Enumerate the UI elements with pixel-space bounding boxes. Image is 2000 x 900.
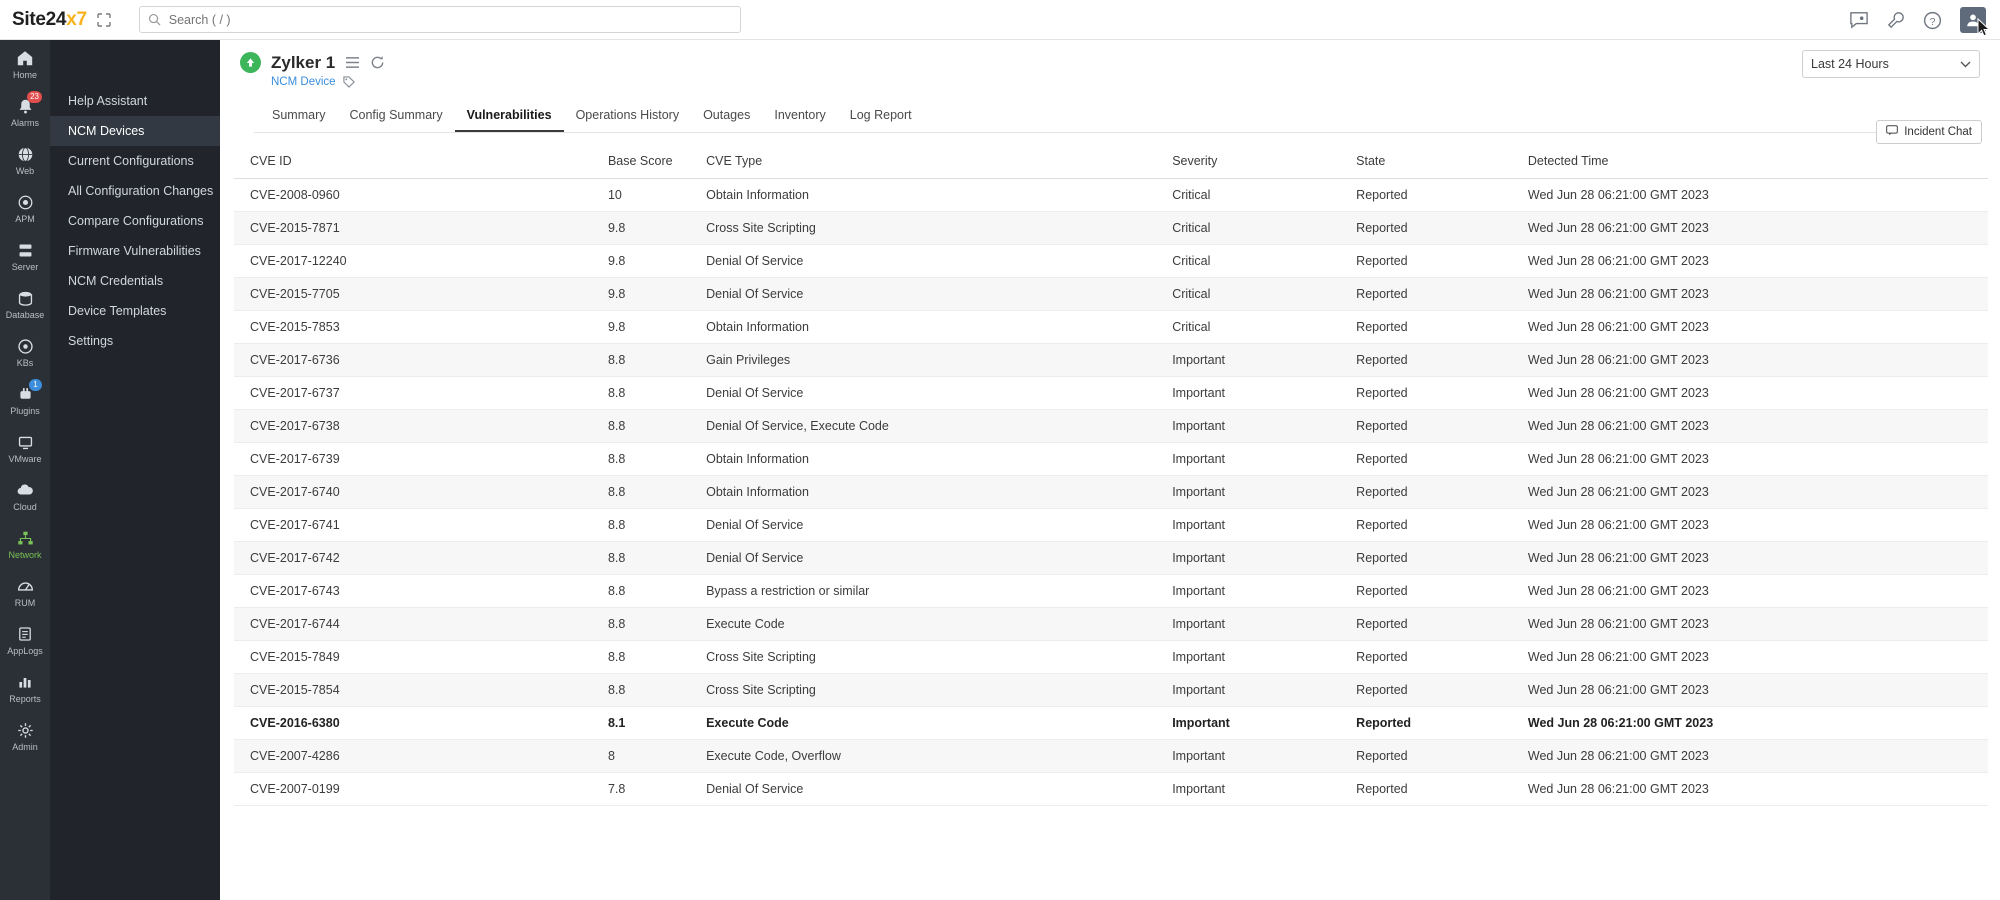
subtitle-row (271, 76, 1980, 88)
cell-cve-type: Execute Code (700, 608, 1166, 641)
sidebar-item-vmware[interactable] (0, 424, 50, 472)
vulnerabilities-table (234, 145, 1988, 806)
sidebar-label: Database (5, 310, 45, 320)
subnav-label: Current Configurations (68, 154, 194, 168)
cell-state: Reported (1350, 311, 1522, 344)
table-header-row (234, 145, 1988, 179)
cell-base-score: 9.8 (602, 245, 700, 278)
sidebar-label: KBs (16, 358, 34, 368)
table-row[interactable] (234, 377, 1988, 410)
subnav-item-ncm-credentials[interactable] (50, 266, 220, 296)
subnav-item-all-configuration-changes[interactable] (50, 176, 220, 206)
search-input[interactable] (169, 13, 732, 27)
cell-cve-id: CVE-2017-6736 (234, 344, 602, 377)
tab-label: Inventory (774, 108, 826, 122)
table-row[interactable] (234, 740, 1988, 773)
cell-cve-id: CVE-2015-7853 (234, 311, 602, 344)
time-period-select[interactable] (1802, 50, 1980, 78)
column-header-cve-id[interactable]: CVE ID (234, 145, 602, 179)
cell-state: Reported (1350, 410, 1522, 443)
subnav-label: Firmware Vulnerabilities (68, 244, 201, 258)
cell-cve-id: CVE-2015-7871 (234, 212, 602, 245)
cell-base-score: 8.8 (602, 575, 700, 608)
cell-base-score: 8.1 (602, 707, 700, 740)
sidebar-label: Admin (12, 742, 38, 752)
cell-severity: Important (1166, 443, 1350, 476)
column-header-cve-type[interactable]: CVE Type (700, 145, 1166, 179)
subnav-label: NCM Credentials (68, 274, 164, 288)
cell-severity: Important (1166, 707, 1350, 740)
table-row[interactable] (234, 476, 1988, 509)
cell-state: Reported (1350, 740, 1522, 773)
cell-cve-type: Obtain Information (700, 179, 1166, 212)
tag-icon[interactable] (343, 76, 355, 88)
column-header-detected-time[interactable]: Detected Time (1522, 145, 1988, 179)
cell-detected-time: Wed Jun 28 06:21:00 GMT 2023 (1522, 542, 1988, 575)
cell-cve-id: CVE-2017-6737 (234, 377, 602, 410)
sidebar-item-rum[interactable] (0, 568, 50, 616)
chat-icon (1886, 125, 1898, 139)
cell-cve-id: CVE-2017-6739 (234, 443, 602, 476)
subnav-item-settings[interactable] (50, 326, 220, 356)
sidebar-item-home[interactable] (0, 40, 50, 88)
top-bar (0, 0, 2000, 40)
gear-icon (17, 720, 34, 740)
cell-cve-type: Denial Of Service, Execute Code (700, 410, 1166, 443)
cell-base-score: 8.8 (602, 344, 700, 377)
tab-label: Config Summary (349, 108, 443, 122)
cell-base-score: 8.8 (602, 641, 700, 674)
cell-state: Reported (1350, 179, 1522, 212)
feedback-icon[interactable] (1849, 11, 1869, 29)
kbs-icon (17, 336, 34, 356)
cell-base-score: 8 (602, 740, 700, 773)
cell-severity: Critical (1166, 212, 1350, 245)
database-icon (17, 288, 34, 308)
title-row (240, 52, 1980, 73)
sidebar-label: Alarms (10, 118, 39, 128)
sidebar-label: APM (15, 214, 35, 224)
cell-cve-type: Denial Of Service (700, 245, 1166, 278)
cell-cve-id: CVE-2008-0960 (234, 179, 602, 212)
subnav-item-help-assistant[interactable] (50, 86, 220, 116)
cell-cve-type: Cross Site Scripting (700, 674, 1166, 707)
table-row[interactable] (234, 674, 1988, 707)
cell-base-score: 8.8 (602, 377, 700, 410)
cell-cve-id: CVE-2015-7849 (234, 641, 602, 674)
cell-cve-type: Obtain Information (700, 311, 1166, 344)
cell-severity: Critical (1166, 179, 1350, 212)
tab-inventory[interactable] (762, 102, 837, 132)
svg-text:?: ? (1929, 16, 1936, 28)
cell-cve-type: Obtain Information (700, 443, 1166, 476)
cell-state: Reported (1350, 245, 1522, 278)
tab-label: Log Report (849, 108, 912, 122)
table-row[interactable] (234, 344, 1988, 377)
cell-cve-type: Cross Site Scripting (700, 641, 1166, 674)
mouse-cursor (1977, 18, 1993, 43)
cell-state: Reported (1350, 278, 1522, 311)
refresh-icon[interactable] (370, 55, 385, 70)
tab-label: Vulnerabilities (466, 108, 552, 122)
sidebar-label: Web (15, 166, 35, 176)
cell-severity: Critical (1166, 311, 1350, 344)
cell-detected-time: Wed Jun 28 06:21:00 GMT 2023 (1522, 509, 1988, 542)
apm-icon (17, 192, 34, 212)
cell-base-score: 10 (602, 179, 700, 212)
subnav-item-compare-configurations[interactable] (50, 206, 220, 236)
sidebar-item-reports[interactable] (0, 664, 50, 712)
cell-base-score: 8.8 (602, 476, 700, 509)
cell-state: Reported (1350, 542, 1522, 575)
primary-nav-rail (0, 40, 50, 900)
subnav-item-device-templates[interactable] (50, 296, 220, 326)
table-row[interactable] (234, 245, 1988, 278)
sidebar-item-alarms[interactable] (0, 88, 50, 136)
cell-cve-id: CVE-2017-6740 (234, 476, 602, 509)
page-title: Zylker 1 (271, 52, 336, 72)
cell-detected-time: Wed Jun 28 06:21:00 GMT 2023 (1522, 707, 1988, 740)
cell-state: Reported (1350, 443, 1522, 476)
sidebar-item-admin[interactable] (0, 712, 50, 760)
cell-base-score: 8.8 (602, 608, 700, 641)
sidebar-item-network[interactable] (0, 520, 50, 568)
tab-config-summary[interactable] (337, 102, 454, 132)
cell-detected-time: Wed Jun 28 06:21:00 GMT 2023 (1522, 608, 1988, 641)
home-icon (16, 48, 34, 68)
cell-detected-time: Wed Jun 28 06:21:00 GMT 2023 (1522, 575, 1988, 608)
tab-outages[interactable] (691, 102, 762, 132)
alarms-badge: 23 (27, 91, 42, 103)
wrench-icon[interactable] (1887, 11, 1905, 29)
cell-cve-id: CVE-2016-6380 (234, 707, 602, 740)
subnav-label: Settings (68, 334, 114, 348)
applogs-icon (17, 624, 33, 644)
sidebar-item-database[interactable] (0, 280, 50, 328)
cell-detected-time: Wed Jun 28 06:21:00 GMT 2023 (1522, 674, 1988, 707)
table-header (234, 145, 1988, 179)
time-period-value: Last 24 Hours (1811, 57, 1889, 71)
tab-label: Operations History (575, 108, 680, 122)
search-icon (148, 13, 161, 26)
table-row[interactable] (234, 311, 1988, 344)
cell-detected-time: Wed Jun 28 06:21:00 GMT 2023 (1522, 641, 1988, 674)
tab-label: Summary (272, 108, 326, 122)
cell-state: Reported (1350, 707, 1522, 740)
subnav-label: Device Templates (68, 304, 167, 318)
sidebar-label: Server (11, 262, 39, 272)
sidebar-label: Network (8, 550, 42, 560)
cell-severity: Important (1166, 476, 1350, 509)
table-row[interactable] (234, 707, 1988, 740)
cell-cve-type: Gain Privileges (700, 344, 1166, 377)
cell-state: Reported (1350, 377, 1522, 410)
sidebar-label: Home (12, 70, 37, 80)
cell-cve-type: Bypass a restriction or similar (700, 575, 1166, 608)
cell-cve-id: CVE-2007-0199 (234, 773, 602, 806)
cell-detected-time: Wed Jun 28 06:21:00 GMT 2023 (1522, 410, 1988, 443)
site24x7-logo[interactable] (12, 9, 87, 31)
cell-detected-time: Wed Jun 28 06:21:00 GMT 2023 (1522, 278, 1988, 311)
cell-base-score: 8.8 (602, 674, 700, 707)
table-row[interactable] (234, 278, 1988, 311)
table-row[interactable] (234, 773, 1988, 806)
rum-icon (17, 576, 34, 596)
cell-severity: Important (1166, 542, 1350, 575)
cell-severity: Important (1166, 740, 1350, 773)
subnav-label: All Configuration Changes (68, 184, 214, 198)
sidebar-label: AppLogs (7, 646, 43, 656)
cell-cve-id: CVE-2015-7705 (234, 278, 602, 311)
tab-log-report[interactable] (838, 102, 924, 132)
table-body (234, 179, 1988, 806)
cloud-icon (16, 480, 34, 500)
cell-severity: Important (1166, 608, 1350, 641)
search-box[interactable] (139, 6, 741, 33)
cell-cve-type: Denial Of Service (700, 542, 1166, 575)
cell-detected-time: Wed Jun 28 06:21:00 GMT 2023 (1522, 443, 1988, 476)
sidebar-item-plugins[interactable] (0, 376, 50, 424)
table-row[interactable] (234, 212, 1988, 245)
table-row[interactable] (234, 542, 1988, 575)
cell-cve-id: CVE-2017-6744 (234, 608, 602, 641)
hamburger-menu-icon[interactable] (345, 56, 360, 69)
cell-base-score: 8.8 (602, 509, 700, 542)
device-type-link[interactable]: NCM Device (271, 76, 336, 88)
incident-chat-button[interactable] (1876, 120, 1982, 144)
page-header (220, 40, 2000, 138)
tab-operations-history[interactable] (564, 102, 692, 132)
cell-detected-time: Wed Jun 28 06:21:00 GMT 2023 (1522, 773, 1988, 806)
table-row[interactable] (234, 641, 1988, 674)
tab-label: Outages (703, 108, 751, 122)
vmware-icon (17, 432, 34, 452)
chevron-down-icon (1960, 57, 1971, 71)
subnav-item-firmware-vulnerabilities[interactable] (50, 236, 220, 266)
tab-vulnerabilities[interactable] (455, 102, 564, 132)
cell-state: Reported (1350, 641, 1522, 674)
sidebar-item-kbs[interactable] (0, 328, 50, 376)
subnav-label: Compare Configurations (68, 214, 204, 228)
cell-cve-id: CVE-2017-6742 (234, 542, 602, 575)
cell-severity: Important (1166, 344, 1350, 377)
cell-state: Reported (1350, 608, 1522, 641)
cell-state: Reported (1350, 212, 1522, 245)
cell-cve-id: CVE-2015-7854 (234, 674, 602, 707)
table-row[interactable] (234, 509, 1988, 542)
cell-severity: Important (1166, 773, 1350, 806)
network-icon (17, 528, 34, 548)
up-arrow-status-icon (240, 52, 261, 73)
subnav-item-current-configurations[interactable] (50, 146, 220, 176)
table-row[interactable] (234, 575, 1988, 608)
cell-cve-type: Execute Code, Overflow (700, 740, 1166, 773)
sidebar-label: Reports (9, 694, 41, 704)
cell-state: Reported (1350, 344, 1522, 377)
cell-cve-type: Cross Site Scripting (700, 212, 1166, 245)
subnav-item-ncm-devices[interactable] (50, 116, 220, 146)
sidebar-item-cloud[interactable] (0, 472, 50, 520)
main-content (220, 40, 2000, 900)
cell-severity: Critical (1166, 278, 1350, 311)
logo-text-accent: x7 (66, 8, 87, 30)
column-header-base-score[interactable]: Base Score (602, 145, 700, 179)
sidebar-label: VMware (8, 454, 42, 464)
subnav-label: NCM Devices (68, 124, 145, 138)
cell-base-score: 8.8 (602, 410, 700, 443)
reports-icon (17, 672, 33, 692)
cell-cve-type: Denial Of Service (700, 509, 1166, 542)
cell-state: Reported (1350, 575, 1522, 608)
sidebar-item-web[interactable] (0, 136, 50, 184)
incident-chat-label: Incident Chat (1904, 126, 1972, 138)
vulnerabilities-table-wrapper (220, 145, 2000, 806)
secondary-nav (50, 40, 220, 900)
cell-severity: Important (1166, 641, 1350, 674)
cell-base-score: 9.8 (602, 278, 700, 311)
cell-detected-time: Wed Jun 28 06:21:00 GMT 2023 (1522, 344, 1988, 377)
cell-base-score: 8.8 (602, 542, 700, 575)
cell-detected-time: Wed Jun 28 06:21:00 GMT 2023 (1522, 377, 1988, 410)
cell-base-score: 9.8 (602, 212, 700, 245)
cell-severity: Important (1166, 410, 1350, 443)
subnav-label: Help Assistant (68, 94, 148, 108)
cell-base-score: 8.8 (602, 443, 700, 476)
cell-severity: Important (1166, 674, 1350, 707)
sidebar-item-applogs[interactable] (0, 616, 50, 664)
cell-detected-time: Wed Jun 28 06:21:00 GMT 2023 (1522, 311, 1988, 344)
cell-severity: Important (1166, 377, 1350, 410)
cell-cve-type: Execute Code (700, 707, 1166, 740)
table-row[interactable] (234, 443, 1988, 476)
cell-cve-id: CVE-2017-6741 (234, 509, 602, 542)
cell-detected-time: Wed Jun 28 06:21:00 GMT 2023 (1522, 740, 1988, 773)
cell-state: Reported (1350, 509, 1522, 542)
cell-severity: Important (1166, 509, 1350, 542)
table-row[interactable] (234, 608, 1988, 641)
table-row[interactable] (234, 179, 1988, 212)
cell-state: Reported (1350, 674, 1522, 707)
page-tabs (254, 102, 1980, 133)
sidebar-item-apm[interactable] (0, 184, 50, 232)
table-row[interactable] (234, 410, 1988, 443)
cell-cve-type: Denial Of Service (700, 278, 1166, 311)
cell-detected-time: Wed Jun 28 06:21:00 GMT 2023 (1522, 179, 1988, 212)
sidebar-label: Cloud (13, 502, 37, 512)
plugins-badge: 1 (29, 379, 42, 391)
cell-base-score: 7.8 (602, 773, 700, 806)
server-icon (17, 240, 34, 260)
cell-cve-type: Denial Of Service (700, 773, 1166, 806)
cell-detected-time: Wed Jun 28 06:21:00 GMT 2023 (1522, 212, 1988, 245)
cell-cve-id: CVE-2017-6743 (234, 575, 602, 608)
cell-state: Reported (1350, 773, 1522, 806)
tab-summary[interactable] (260, 102, 337, 132)
globe-icon (17, 144, 34, 164)
cell-cve-id: CVE-2017-6738 (234, 410, 602, 443)
column-header-severity[interactable]: Severity (1166, 145, 1350, 179)
cell-cve-type: Obtain Information (700, 476, 1166, 509)
column-header-state[interactable]: State (1350, 145, 1522, 179)
cell-severity: Critical (1166, 245, 1350, 278)
cell-cve-id: CVE-2017-12240 (234, 245, 602, 278)
sidebar-label: RUM (14, 598, 36, 608)
logo-text-main: Site24 (12, 8, 67, 30)
cell-detected-time: Wed Jun 28 06:21:00 GMT 2023 (1522, 245, 1988, 278)
cell-severity: Important (1166, 575, 1350, 608)
cell-detected-time: Wed Jun 28 06:21:00 GMT 2023 (1522, 476, 1988, 509)
cell-base-score: 9.8 (602, 311, 700, 344)
sidebar-label: Plugins (10, 406, 40, 416)
help-icon[interactable] (1923, 11, 1942, 30)
cell-cve-type: Denial Of Service (700, 377, 1166, 410)
sidebar-item-server[interactable] (0, 232, 50, 280)
expand-icon[interactable] (97, 13, 111, 27)
cell-state: Reported (1350, 476, 1522, 509)
cell-cve-id: CVE-2007-4286 (234, 740, 602, 773)
